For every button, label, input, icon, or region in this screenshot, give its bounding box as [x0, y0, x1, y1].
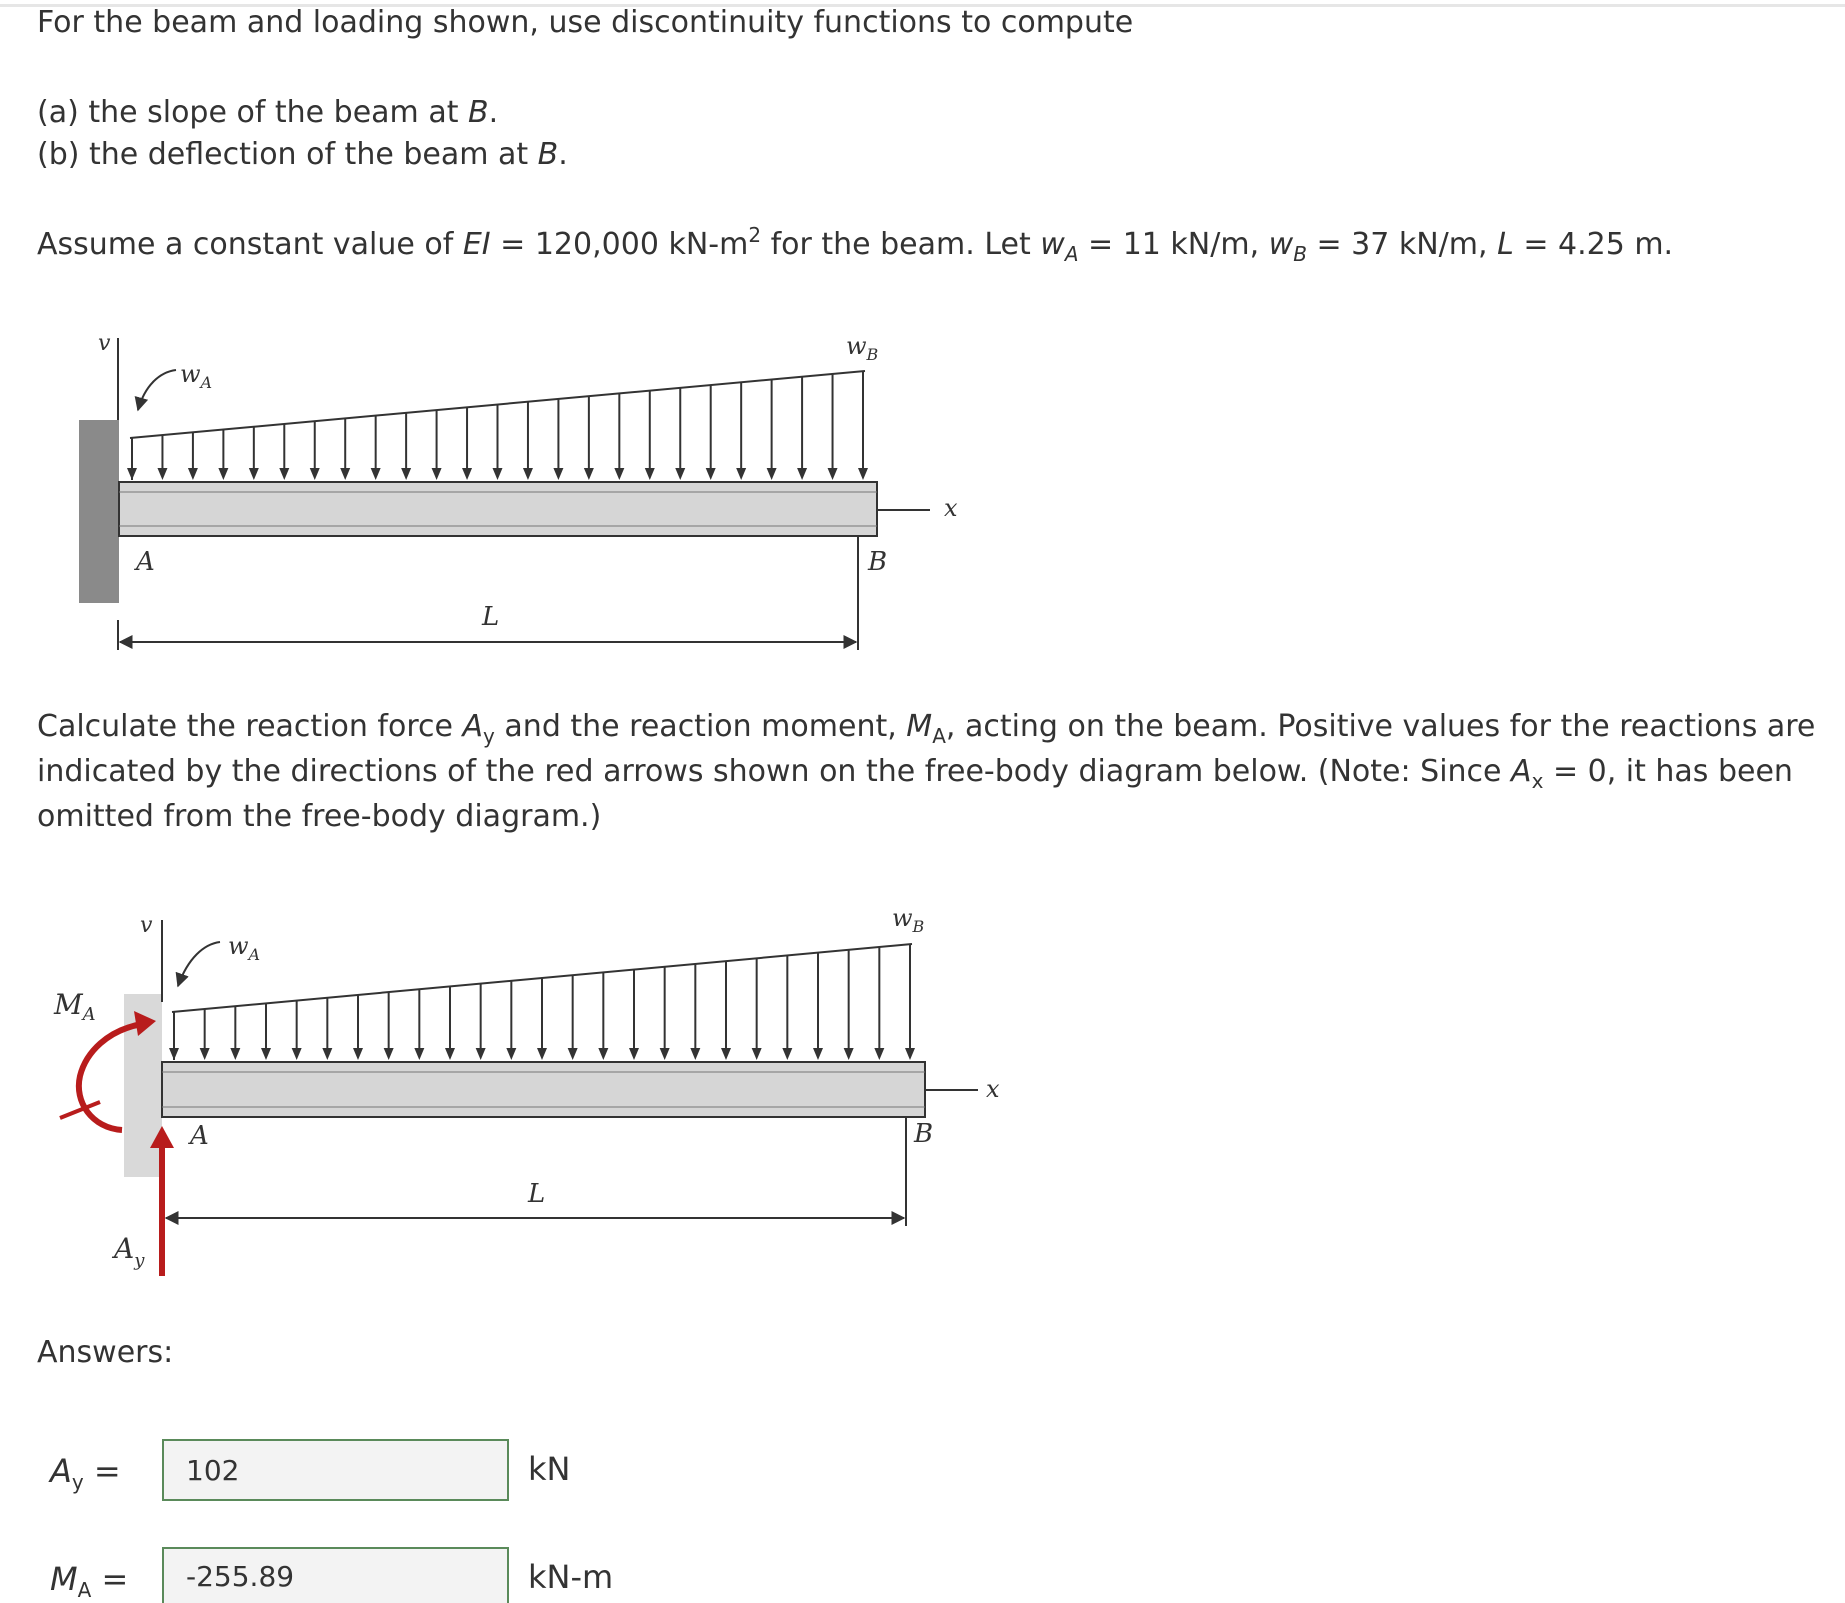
load-arrow-head	[476, 1048, 486, 1060]
load-arrow-head	[493, 468, 503, 480]
load-arrow-head	[690, 1048, 700, 1060]
load-arrow-head	[858, 468, 868, 480]
load-arrow-head	[188, 468, 198, 480]
ma-unit: kN-m	[528, 1558, 614, 1596]
v-axis-label: v	[98, 331, 111, 356]
load-arrow-head	[506, 1048, 516, 1060]
wall-support	[79, 420, 119, 603]
ay-answer-label: $A_y$ =	[50, 1452, 121, 1494]
wb-label: $w_B$	[892, 904, 925, 936]
load-arrow-head	[828, 468, 838, 480]
load-arrow-head	[675, 468, 685, 480]
load-arrow-head	[736, 468, 746, 480]
length-label: L	[482, 602, 500, 632]
load-arrow-head	[584, 468, 594, 480]
load-arrow-head	[553, 468, 563, 480]
beam	[162, 1062, 925, 1117]
given-values: Assume a constant value of EI = 120,000 $kN-m^2$ for the beam. Let $w_A = 11$ kN/m, $w_B = 37$ kN/m, L = 4.25 m.	[37, 223, 1674, 266]
wb-label: $w_B$	[846, 332, 879, 364]
load-arrow-head	[230, 1048, 240, 1060]
load-arrow-head	[340, 468, 350, 480]
beam	[119, 482, 877, 536]
load-arrow-head	[353, 1048, 363, 1060]
load-arrow-head	[752, 1048, 762, 1060]
load-arrow-head	[218, 468, 228, 480]
load-arrow-head	[462, 468, 472, 480]
part-b: (b) the deflection of the beam at B.	[37, 137, 568, 172]
part-a: (a) the slope of the beam at B.	[37, 95, 499, 130]
load-arrow-head	[292, 1048, 302, 1060]
load-arrow-head	[614, 468, 624, 480]
ay-input[interactable]	[162, 1439, 509, 1501]
load-arrow-head	[523, 468, 533, 480]
load-arrow-head	[384, 1048, 394, 1060]
problem-intro: For the beam and loading shown, use discontinuity functions to compute	[37, 5, 1134, 40]
load-arrow-head	[157, 468, 167, 480]
v-axis-label: v	[140, 913, 153, 938]
load-arrow-head	[629, 1048, 639, 1060]
load-arrow-head	[445, 1048, 455, 1060]
beam-diagram	[0, 320, 1000, 680]
load-arrow-head	[401, 468, 411, 480]
point-a-label: A	[190, 1121, 209, 1151]
ma-label: $M_A$	[54, 988, 96, 1025]
load-arrow-head	[249, 468, 259, 480]
wa-label: $w_A$	[180, 360, 213, 392]
wa-pointer	[178, 942, 220, 986]
load-arrow-head	[261, 1048, 271, 1060]
load-arrow-head	[905, 1048, 915, 1060]
ay-unit: kN	[528, 1450, 571, 1488]
ay-label: $A_y$	[114, 1232, 145, 1271]
ma-input[interactable]	[162, 1547, 509, 1603]
load-arrow-head	[310, 468, 320, 480]
load-arrow-head	[322, 1048, 332, 1060]
free-body-diagram	[0, 890, 1040, 1290]
load-arrow-head	[782, 1048, 792, 1060]
wa-label: $w_A$	[228, 932, 261, 964]
x-axis-label: x	[944, 494, 958, 522]
load-arrow-head	[844, 1048, 854, 1060]
load-arrow-head	[767, 468, 777, 480]
load-arrow-head	[414, 1048, 424, 1060]
load-arrow-head	[706, 468, 716, 480]
ma-answer-label: $M_A$ =	[50, 1560, 129, 1602]
load-arrow-head	[598, 1048, 608, 1060]
point-b-label: B	[914, 1119, 934, 1149]
point-b-label: B	[868, 547, 888, 577]
load-arrow-head	[371, 468, 381, 480]
load-arrow-head	[432, 468, 442, 480]
load-arrow-head	[797, 468, 807, 480]
load-arrow-head	[645, 468, 655, 480]
load-arrow-head	[813, 1048, 823, 1060]
x-axis-label: x	[986, 1075, 1000, 1103]
load-arrow-head	[200, 1048, 210, 1060]
length-label: L	[528, 1179, 546, 1209]
reaction-question: Calculate the reaction force $A_y$ and the reaction moment, $M_A$, acting on the beam. Positive values for the reactions are indicated by the directions of the red arrows shown on the free-body diagram below. (Note: Since $A_x = 0$, it has been omitted from the free-body diagram.)	[37, 709, 1816, 834]
point-a-label: A	[136, 547, 155, 577]
distributed-load-arrows	[127, 371, 868, 480]
answers-heading: Answers:	[37, 1335, 174, 1370]
wa-pointer	[138, 370, 176, 410]
load-arrow-head	[874, 1048, 884, 1060]
load-arrow-head	[721, 1048, 731, 1060]
load-arrow-head	[279, 468, 289, 480]
load-arrow-head	[537, 1048, 547, 1060]
load-arrow-head	[568, 1048, 578, 1060]
load-arrow-head	[660, 1048, 670, 1060]
